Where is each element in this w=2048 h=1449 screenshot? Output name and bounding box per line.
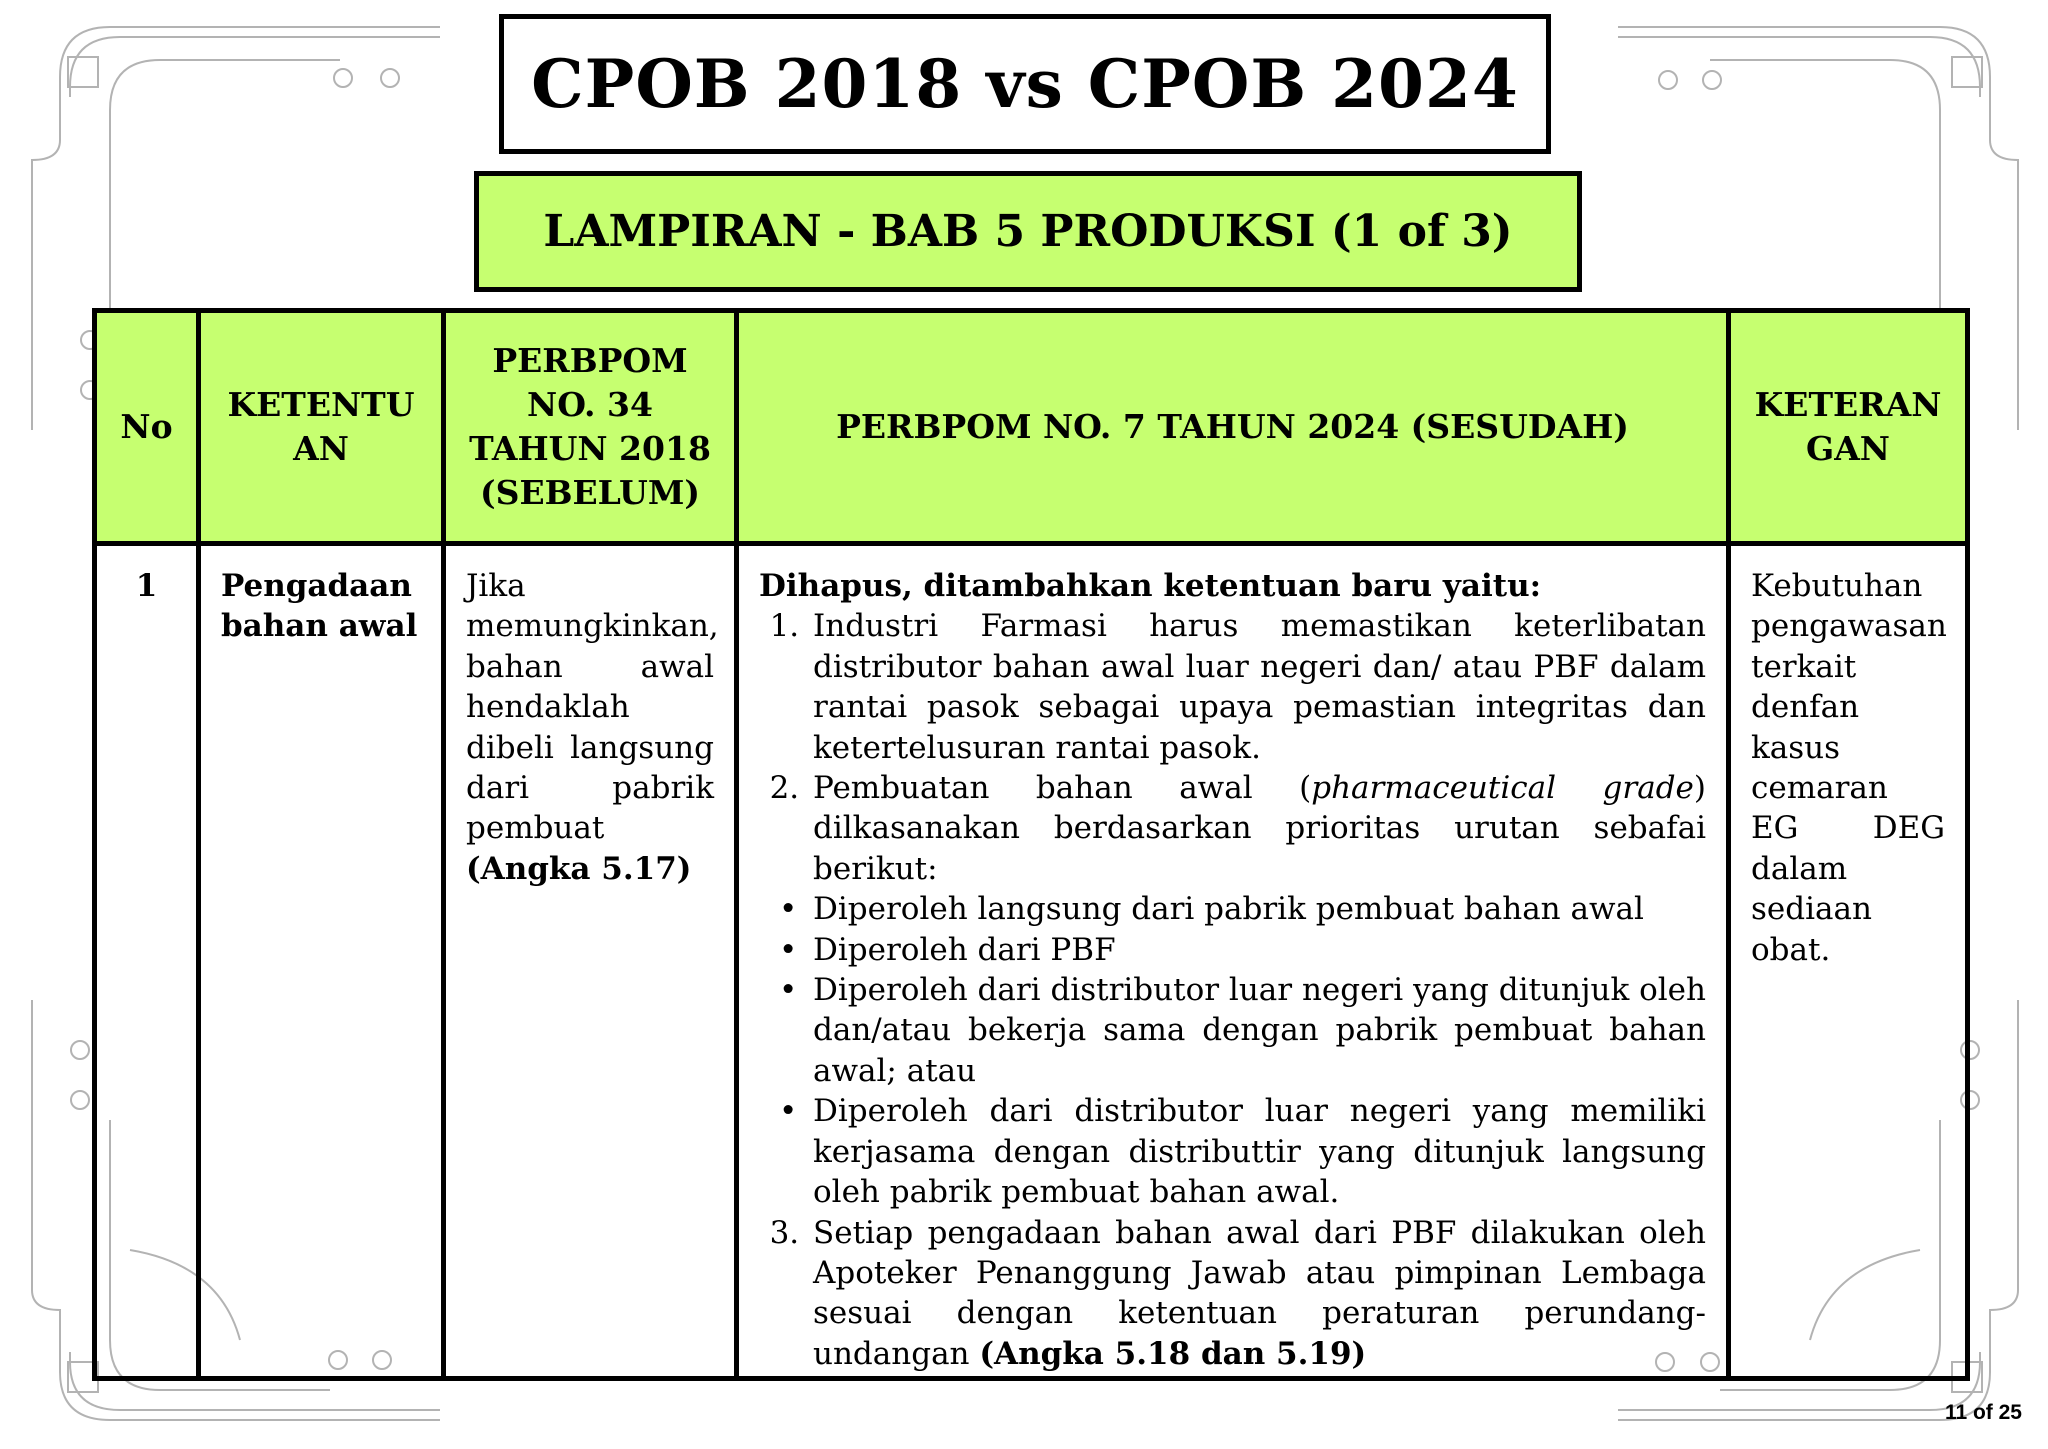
title-box — [499, 14, 1551, 154]
item3-ref: (Angka 5.18 dan 5.19) — [979, 1335, 1367, 1372]
item2-pre: Pembuatan bahan awal ( — [813, 770, 1312, 807]
sebelum-text: Jika memungkinkan, bahan awal hendaklah dibeli langsung dari pabrik pembuat — [466, 568, 719, 847]
bullet-list — [759, 889, 1706, 1212]
header-ketentuan: KETENTU AN — [199, 311, 444, 544]
bullet-item: • Diperoleh dari PBF — [759, 930, 1706, 970]
list-item — [809, 768, 1706, 1212]
header-no: No — [95, 311, 199, 544]
cell-sebelum — [444, 544, 737, 1379]
bullet-item: • Diperoleh dari distributor luar negeri yang ditunjuk oleh dan/atau bekerja sama dengan pabrik pembuat bahan awal; atau — [759, 970, 1706, 1091]
table-row — [95, 544, 1968, 1379]
cell-no: 1 — [95, 544, 199, 1379]
list-item — [809, 1213, 1706, 1375]
item3-text: Setiap pengadaan bahan awal dari PBF dilakukan oleh Apoteker Penanggung Jawab atau pimpinan Lembaga sesuai dengan ketentuan peraturan perundang-undangan — [813, 1214, 1706, 1372]
list-item: 1. Industri Farmasi harus memastikan keterlibatan distributor bahan awal luar negeri dan/ atau PBF dalam rantai pasok sebagai upaya pemastian integritas dan ketertelusuran rantai pasok. — [809, 606, 1706, 768]
comparison-table — [92, 308, 1970, 1381]
cell-sesudah — [737, 544, 1729, 1379]
header-keterangan: KETERAN GAN — [1729, 311, 1968, 544]
page-subtitle: LAMPIRAN - BAB 5 PRODUKSI (1 of 3) — [543, 206, 1513, 257]
sebelum-ref: (Angka 5.17) — [466, 850, 692, 887]
cell-ketentuan: Pengadaan bahan awal — [199, 544, 444, 1379]
sesudah-list — [759, 606, 1706, 1374]
cell-keterangan: Kebutuhan pengawasan terkait denfan kasus cemaran EG DEG dalam sediaan obat. — [1729, 544, 1968, 1379]
page-number: 11 of 25 — [1944, 1401, 2022, 1424]
table-header-row — [95, 311, 1968, 544]
header-sebelum: PERBPOM NO. 34 TAHUN 2018 (SEBELUM) — [444, 311, 737, 544]
subtitle-box — [474, 171, 1582, 292]
header-sesudah: PERBPOM NO. 7 TAHUN 2024 (SESUDAH) — [737, 311, 1729, 544]
page-title: CPOB 2018 vs CPOB 2024 — [531, 45, 1519, 123]
sesudah-intro: Dihapus, ditambahkan ketentuan baru yaitu: — [759, 568, 1542, 604]
bullet-item: • Diperoleh langsung dari pabrik pembuat bahan awal — [759, 889, 1706, 929]
bullet-item: • Diperoleh dari distributor luar negeri yang memiliki kerjasama dengan distributtir yang ditunjuk langsung oleh pabrik pembuat bahan awal. — [759, 1091, 1706, 1212]
item2-italic: pharmaceutical grade — [1311, 770, 1694, 807]
item2-post: ) dilkasanakan berdasarkan prioritas urutan sebafai berikut: — [813, 770, 1706, 887]
